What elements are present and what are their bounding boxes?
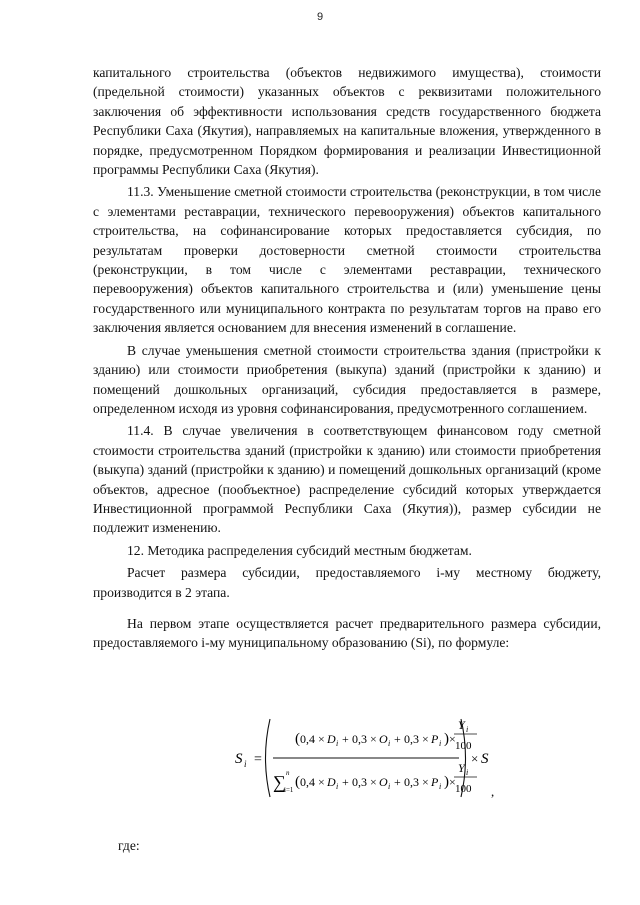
formula-glyph: Y [458,718,465,732]
paragraph-reduction-case: В случае уменьшения сметной стоимости строительства здания (пристройки к зданию) или стоимости приобретения (выкупа) зданий (пристройки к зданию) и помещений дошкольных организаций, субсидия предоставляется в размере, определенном исходя из уровня софинансирования, предусмотренного соглашением. [93,342,601,416]
formula-glyph: × [422,775,429,789]
paragraph-first-stage: На первом этапе осуществляется расчет предварительного размера субсидии, предоставляемого i-му муниципальному образованию (Si), по формуле: [93,615,601,651]
formula-glyph: + [342,775,349,789]
formula-glyph: i=1 [284,786,294,794]
paragraph-11-3: 11.3. Уменьшение сметной стоимости строительства (реконструкции, в том числе с элементами реставрации, технического перевооружения) объектов капитального строительства, на софинансирование которых предоставляется субсидия, по результатам проверки достоверности сметной стоимости строительства (реконструкции, в том числе с элементами реставрации, технического перевооружения) объектов капитального строительства и (или) уменьшение цены государственного или муниципального контракта по результатам торгов на право его заключения является основанием для внесения изменений в соглашение. [93,184,601,336]
page-number: 9 [316,11,324,23]
formula-glyph: × [449,775,456,789]
paragraph-calculation-stages: Расчет размера субсидии, предоставляемого i-му местному бюджету, производится в 2 этапа. [93,565,601,600]
formula-glyph: ( [295,731,300,747]
formula-glyph: i [439,739,442,748]
subsidy-formula [233,716,503,800]
formula-glyph: × [318,775,325,789]
formula-glyph: 0,4 [300,732,315,746]
formula-numerator [295,718,477,752]
formula-glyph: 0,3 [404,775,419,789]
formula-glyph: P [431,775,439,789]
formula-glyph: × [422,732,429,746]
formula-glyph: ) [444,731,449,747]
formula-glyph: P [431,732,439,746]
formula-glyph: + [394,732,401,746]
formula-denominator [273,761,477,795]
formula-equals: = [254,752,262,767]
formula-glyph: 100 [455,740,472,752]
formula-glyph: 0,4 [300,775,315,789]
formula-trailing-comma: , [491,784,495,799]
formula-glyph: Y [458,761,465,775]
formula-glyph: i [439,782,442,791]
formula-glyph: × [370,732,377,746]
formula-glyph: i [336,782,339,791]
formula-total-s: S [481,751,489,767]
formula-glyph: i [388,782,391,791]
formula-glyph: D [327,732,336,746]
formula-glyph: D [327,775,336,789]
formula-glyph: + [342,732,349,746]
formula-glyph: O [379,775,388,789]
formula-glyph: 0,3 [352,732,367,746]
formula-glyph: + [394,775,401,789]
paragraph-11-4: 11.4. В случае увеличения в соответствующем финансовом году сметной стоимости строительства зданий (пристройки к зданию) или стоимости приобретения (выкупа) зданий (пристройки к зданию) и помещений дошкольных организаций (кроме объектов, адресное (пообъектное) распределение субсидий которых утверждается Инвестиционной программой Республики Саха (Якутия)), размер субсидии не подлежит изменению. [93,423,601,536]
formula-lhs-subscript: i [244,759,247,769]
formula-glyph: 0,3 [404,732,419,746]
section-12-heading: 12. Методика распределения субсидий местным бюджетам. [127,542,472,558]
formula-glyph: n [286,769,290,777]
where-label: где: [118,838,140,853]
formula-glyph: i [388,739,391,748]
formula-glyph: ( [295,774,300,790]
formula-glyph: 100 [455,783,472,795]
paragraph-continuation: капитального строительства (объектов недвижимого имущества), стоимости (предельной стоимости) указанных объектов с реквизитами положительного заключения об эффективности использования средств государственного бюджета Республики Саха (Якутия), направляемых на капитальные вложения, утвержденного в порядке, предусмотренном Порядком формирования и реализации Инвестиционной программы Республики Саха (Якутия). [93,65,601,178]
formula-glyph: i [466,725,469,734]
document-body [93,63,601,656]
formula-glyph: O [379,732,388,746]
formula-glyph: × [370,775,377,789]
formula-outer-times: × [471,751,479,766]
formula-glyph: i [336,739,339,748]
formula-glyph: ∑ [273,772,286,792]
formula-outer-left-paren [266,719,271,797]
formula-glyph: i [466,768,469,777]
formula-lhs: S [235,751,243,767]
formula-glyph: 0,3 [352,775,367,789]
formula-glyph: × [318,732,325,746]
formula-glyph: × [449,732,456,746]
formula-glyph: ) [444,774,449,790]
